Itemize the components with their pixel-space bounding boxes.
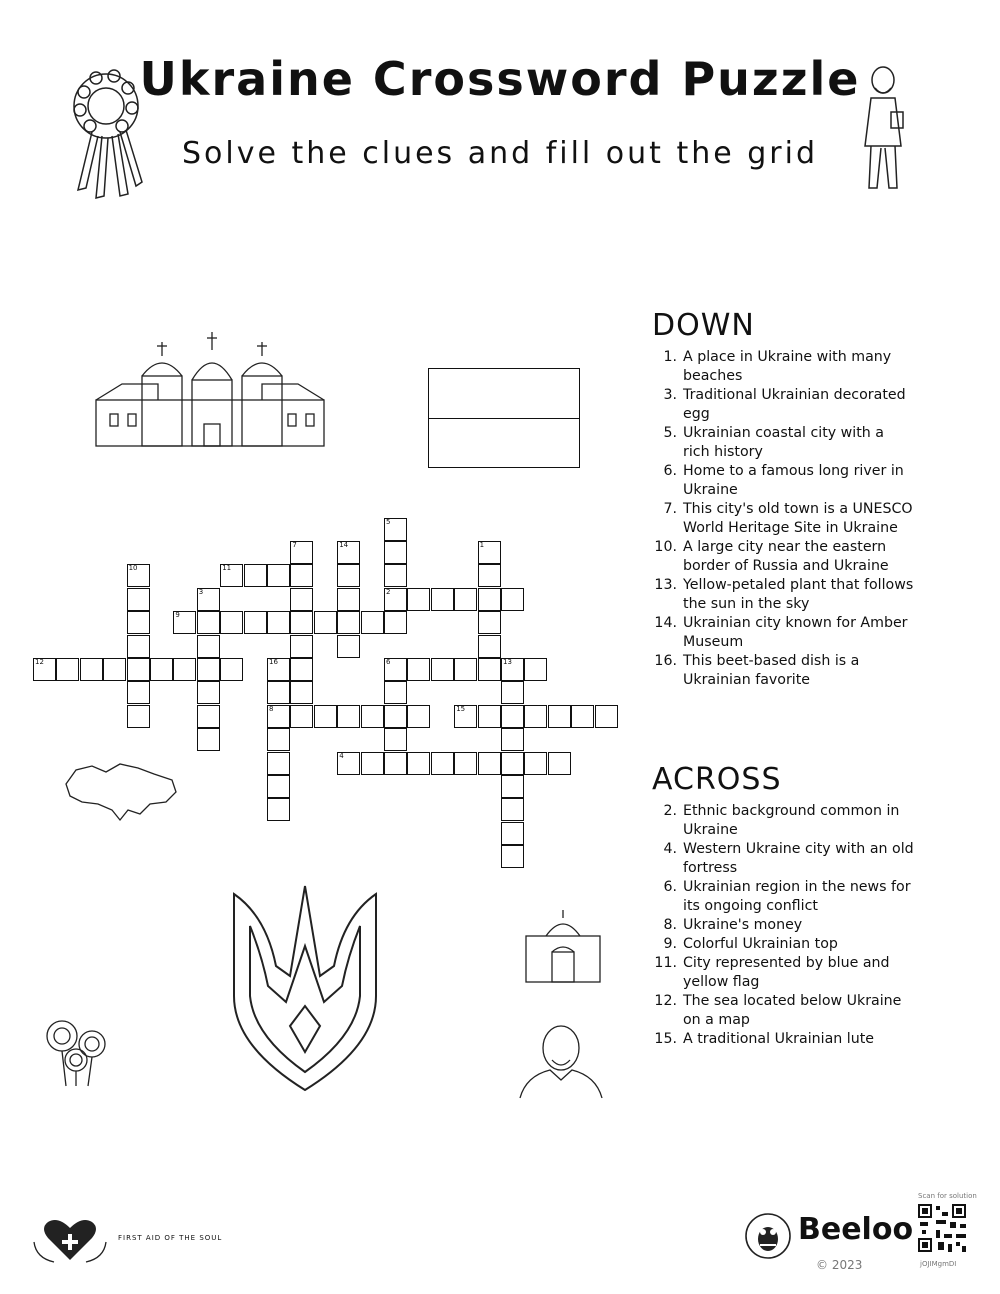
grid-cell[interactable]: [80, 658, 103, 681]
down-clue: [653, 652, 915, 690]
down-clue: [653, 538, 915, 576]
qr-caption: Scan for solution: [918, 1192, 977, 1200]
clue-text: Colorful Ukrainian top: [683, 936, 838, 952]
grid-cell[interactable]: [524, 752, 547, 775]
across-clue: [653, 992, 915, 1030]
grid-cell[interactable]: [290, 564, 313, 587]
grid-cell[interactable]: [384, 658, 407, 681]
grid-cell[interactable]: [478, 658, 501, 681]
cell-number: 7: [292, 541, 297, 549]
cell-number: 3: [198, 587, 204, 596]
grid-cell[interactable]: [478, 611, 501, 634]
down-heading: DOWN: [652, 308, 755, 343]
cell-number: 10: [128, 564, 138, 573]
clue-text: Home to a famous long river in Ukraine: [683, 463, 904, 498]
clue-text: Ukrainian city known for Amber Museum: [683, 615, 908, 650]
grid-cell[interactable]: [384, 752, 407, 775]
clue-text: Ukrainian region in the news for its ongoing conflict: [683, 879, 911, 914]
clue-number: 5.: [663, 425, 677, 441]
grid-cell[interactable]: [56, 658, 79, 681]
down-clue: [653, 614, 915, 652]
clue-text: Traditional Ukrainian decorated egg: [683, 387, 906, 422]
grid-cell[interactable]: [197, 611, 220, 634]
clue-text: A place in Ukraine with many beaches: [683, 349, 892, 384]
page-title: Ukraine Crossword Puzzle: [139, 52, 861, 106]
cell-number: 16: [269, 658, 278, 666]
cell-number: 11: [222, 564, 232, 573]
clue-number: 6.: [663, 463, 677, 479]
grid-cell[interactable]: [548, 705, 571, 728]
clue-number: 11.: [654, 955, 677, 971]
grid-cell[interactable]: [384, 564, 407, 587]
grid-cell[interactable]: [384, 541, 407, 564]
grid-cell[interactable]: [197, 588, 220, 611]
grid-cell[interactable]: [478, 752, 501, 775]
grid-cell[interactable]: [267, 564, 290, 587]
grid-cell[interactable]: [314, 705, 337, 728]
down-clue: [653, 462, 915, 500]
grid-cell[interactable]: [478, 588, 501, 611]
grid-cell[interactable]: [361, 752, 384, 775]
clue-text: A traditional Ukrainian lute: [683, 1031, 874, 1047]
across-heading: ACROSS: [652, 762, 782, 797]
clue-number: 10.: [654, 539, 677, 555]
grid-cell[interactable]: [501, 681, 524, 704]
clue-number: 12.: [654, 993, 677, 1009]
grid-cell[interactable]: [501, 658, 524, 681]
grid-cell[interactable]: [384, 705, 407, 728]
grid-cell[interactable]: [197, 705, 220, 728]
grid-cell[interactable]: [127, 611, 150, 634]
bee-logo-icon: [744, 1212, 792, 1260]
cell-number: 12: [35, 658, 44, 666]
grid-cell[interactable]: [501, 798, 524, 821]
grid-cell[interactable]: [197, 658, 220, 681]
grid-cell[interactable]: [337, 564, 360, 587]
grid-cell[interactable]: [571, 705, 594, 728]
across-clue: [653, 935, 915, 954]
clue-text: Ukraine's money: [683, 917, 803, 933]
clue-number: 15.: [654, 1031, 677, 1047]
grid-cell[interactable]: [290, 635, 313, 658]
grid-cell[interactable]: [454, 752, 477, 775]
heart-hands-logo-icon: [30, 1212, 110, 1266]
grid-cell[interactable]: [501, 845, 524, 868]
grid-cell[interactable]: [267, 728, 290, 751]
grid-cell[interactable]: [361, 705, 384, 728]
clue-text: A large city near the eastern border of Russia and Ukraine: [683, 539, 889, 574]
grid-cell[interactable]: [337, 635, 360, 658]
grid-cell[interactable]: [501, 705, 524, 728]
clue-number: 16.: [654, 653, 677, 669]
grid-cell[interactable]: [501, 588, 524, 611]
cell-number: 14: [339, 541, 349, 549]
grid-cell[interactable]: [197, 728, 220, 751]
grid-cell[interactable]: [127, 564, 150, 587]
cell-number: 15: [456, 704, 466, 713]
grid-cell[interactable]: [478, 541, 501, 564]
grid-cell[interactable]: [220, 611, 243, 634]
cell-number: 9: [175, 611, 180, 620]
grid-cell[interactable]: [290, 658, 313, 681]
grid-cell[interactable]: [150, 658, 173, 681]
grid-cell[interactable]: [127, 705, 150, 728]
grid-cell[interactable]: [290, 541, 313, 564]
grid-cell[interactable]: [478, 635, 501, 658]
grid-cell[interactable]: [337, 611, 360, 634]
grid-cell[interactable]: [501, 822, 524, 845]
grid-cell[interactable]: [267, 705, 290, 728]
cell-number: 1: [479, 541, 485, 549]
clue-text: The sea located below Ukraine on a map: [683, 993, 902, 1028]
grid-cell[interactable]: [407, 752, 430, 775]
clue-number: 9.: [663, 936, 677, 952]
grid-cell[interactable]: [173, 611, 196, 634]
grid-cell[interactable]: [337, 705, 360, 728]
grid-cell[interactable]: [127, 658, 150, 681]
across-clue: [653, 878, 915, 916]
brand-name: Beeloo: [798, 1212, 914, 1247]
across-clue: [653, 916, 915, 935]
clue-number: 14.: [654, 615, 677, 631]
grid-cell[interactable]: [33, 658, 56, 681]
page-subtitle: Solve the clues and fill out the grid: [182, 136, 818, 171]
grid-cell[interactable]: [478, 564, 501, 587]
grid-cell[interactable]: [197, 635, 220, 658]
clue-number: 3.: [663, 387, 677, 403]
cell-number: 5: [386, 517, 391, 526]
grid-cell[interactable]: [290, 611, 313, 634]
clue-number: 7.: [663, 501, 677, 517]
grid-cell[interactable]: [361, 611, 384, 634]
grid-cell[interactable]: [127, 635, 150, 658]
grid-cell[interactable]: [384, 681, 407, 704]
grid-cell[interactable]: [244, 611, 267, 634]
qr-code-icon[interactable]: [916, 1202, 968, 1254]
grid-cell[interactable]: [314, 611, 337, 634]
clue-number: 4.: [663, 841, 677, 857]
across-clues: [653, 802, 915, 1049]
grid-cell[interactable]: [267, 611, 290, 634]
down-clues: [653, 348, 915, 690]
grid-cell[interactable]: [431, 658, 454, 681]
grid-cell[interactable]: [220, 658, 243, 681]
grid-cell[interactable]: [337, 752, 360, 775]
grid-cell[interactable]: [290, 705, 313, 728]
grid-cell[interactable]: [127, 681, 150, 704]
clue-text: Western Ukraine city with an old fortress: [683, 841, 914, 876]
grid-cell[interactable]: [384, 588, 407, 611]
grid-cell[interactable]: [267, 752, 290, 775]
cell-number: 4: [339, 751, 344, 760]
cell-number: 13: [503, 658, 512, 666]
down-clue: [653, 500, 915, 538]
down-clue: [653, 576, 915, 614]
grid-cell[interactable]: [595, 705, 618, 728]
cell-number: 2: [386, 587, 391, 596]
grid-cell[interactable]: [384, 518, 407, 541]
grid-cell[interactable]: [267, 681, 290, 704]
clue-number: 2.: [663, 803, 677, 819]
cell-number: 8: [269, 704, 274, 713]
grid-cell[interactable]: [244, 564, 267, 587]
clue-number: 1.: [663, 349, 677, 365]
grid-cell[interactable]: [267, 775, 290, 798]
grid-cell[interactable]: [337, 541, 360, 564]
grid-cell[interactable]: [220, 564, 243, 587]
grid-cell[interactable]: [548, 752, 571, 775]
down-clue: [653, 348, 915, 386]
across-clue: [653, 802, 915, 840]
grid-cell[interactable]: [524, 705, 547, 728]
copyright: © 2023: [816, 1258, 863, 1272]
grid-cell[interactable]: [454, 658, 477, 681]
clue-text: This beet-based dish is a Ukrainian favorite: [683, 653, 860, 688]
clue-text: This city's old town is a UNESCO World Heritage Site in Ukraine: [683, 501, 913, 536]
grid-cell[interactable]: [478, 705, 501, 728]
grid-cell[interactable]: [384, 611, 407, 634]
grid-cell[interactable]: [524, 658, 547, 681]
grid-cell[interactable]: [290, 681, 313, 704]
grid-cell[interactable]: [407, 658, 430, 681]
clue-text: Yellow-petaled plant that follows the sun in the sky: [683, 577, 914, 612]
across-clue: [653, 954, 915, 992]
grid-cell[interactable]: [431, 588, 454, 611]
org-text: FIRST AID OF THE SOUL: [118, 1234, 223, 1242]
clue-number: 13.: [654, 577, 677, 593]
cell-number: 6: [386, 658, 391, 666]
grid-cell[interactable]: [501, 752, 524, 775]
grid-cell[interactable]: [501, 775, 524, 798]
grid-cell[interactable]: [290, 588, 313, 611]
grid-cell[interactable]: [173, 658, 196, 681]
clue-text: City represented by blue and yellow flag: [683, 955, 890, 990]
grid-cell[interactable]: [501, 728, 524, 751]
grid-cell[interactable]: [197, 681, 220, 704]
clue-text: Ukrainian coastal city with a rich history: [683, 425, 884, 460]
grid-cell[interactable]: [267, 798, 290, 821]
grid-cell[interactable]: [337, 588, 360, 611]
grid-cell[interactable]: [431, 752, 454, 775]
down-clue: [653, 386, 915, 424]
grid-cell[interactable]: [384, 728, 407, 751]
grid-cell[interactable]: [407, 588, 430, 611]
qr-code-text: jOJIMgmDI: [920, 1260, 957, 1268]
grid-cell[interactable]: [127, 588, 150, 611]
grid-cell[interactable]: [267, 658, 290, 681]
grid-cell[interactable]: [454, 588, 477, 611]
clue-number: 8.: [663, 917, 677, 933]
clue-text: Ethnic background common in Ukraine: [683, 803, 900, 838]
grid-cell[interactable]: [454, 705, 477, 728]
grid-cell[interactable]: [407, 705, 430, 728]
across-clue: [653, 1030, 915, 1049]
grid-cell[interactable]: [103, 658, 126, 681]
clue-number: 6.: [663, 879, 677, 895]
down-clue: [653, 424, 915, 462]
across-clue: [653, 840, 915, 878]
